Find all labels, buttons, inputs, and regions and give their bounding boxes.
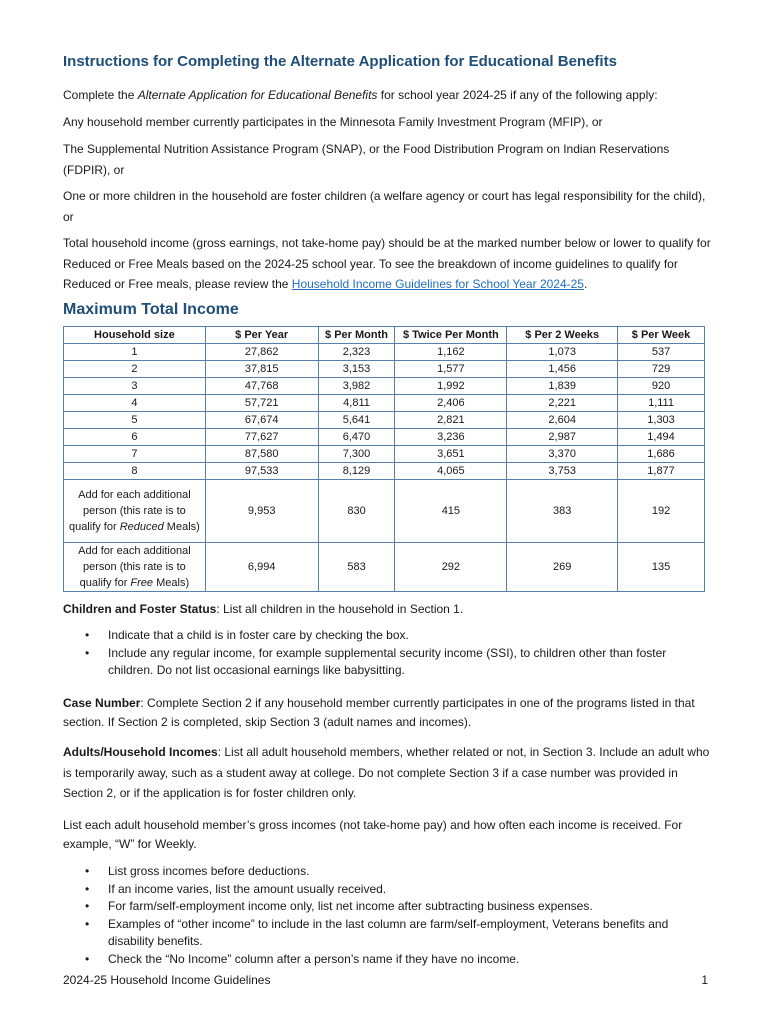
list-item: • List gross incomes before deductions. (63, 863, 713, 881)
table-cell: 6 (64, 429, 206, 446)
table-cell: 4,065 (395, 463, 507, 480)
children-text: : List all children in the household in Section 1. (216, 602, 464, 616)
page-footer (63, 973, 708, 987)
list-item: • Examples of “other income” to include in the last column are farm/self-employment, Veterans benefits and disability benefits. (63, 916, 713, 951)
income-text-end: . (583, 277, 588, 291)
footer-title: 2024-25 Household Income Guidelines (63, 973, 271, 987)
case-number-section (63, 694, 713, 732)
list-item: • For farm/self-employment income only, list net income after subtracting business expenses. (63, 898, 713, 916)
table-row (64, 344, 705, 361)
column-header: $ Per 2 Weeks (507, 327, 618, 344)
table-cell: 1,303 (618, 412, 705, 429)
table-cell: 3,651 (395, 446, 507, 463)
list-item: • Check the “No Income” column after a person’s name if they have no income. (63, 951, 713, 969)
table-cell: 1,456 (507, 361, 618, 378)
list-item: • Include any regular income, for example supplemental security income (SSI), to children other than foster children. Do not list occasional earnings like babysitting. (63, 645, 713, 680)
table-cell: 3,753 (507, 463, 618, 480)
table-cell: 5 (64, 412, 206, 429)
table-cell: 47,768 (205, 378, 318, 395)
table-cell: 87,580 (205, 446, 318, 463)
table-cell: 292 (395, 543, 507, 592)
table-cell: 6,994 (205, 543, 318, 592)
table-cell: 383 (507, 480, 618, 543)
table-cell: 135 (618, 543, 705, 592)
table-cell: 77,627 (205, 429, 318, 446)
table-row-reduced (64, 480, 705, 543)
table-cell: 3,982 (318, 378, 395, 395)
free-label (64, 543, 206, 592)
table-cell: 3,236 (395, 429, 507, 446)
case-text: : Complete Section 2 if any household member currently participates in one of the programs listed in that section. If Section 2 is completed, skip Section 3 (adult names and incomes). (63, 696, 695, 729)
adults-section (63, 742, 713, 804)
table-cell: 9,953 (205, 480, 318, 543)
label-em: Free (130, 577, 154, 589)
table-cell: 192 (618, 480, 705, 543)
table-cell: 537 (618, 344, 705, 361)
table-cell: 3,153 (318, 361, 395, 378)
table-cell: 269 (507, 543, 618, 592)
income-table (63, 326, 705, 592)
table-cell: 830 (318, 480, 395, 543)
condition-foster: One or more children in the household are foster children (a welfare agency or court has legal responsibility for the child), or (63, 189, 706, 224)
column-header: $ Per Year (205, 327, 318, 344)
adults-text: : List all adult household members, whether related or not, in Section 3. Include an adult who is temporarily away, such as a student away at college. Do not complete Section 3 if a case number was provided in Section 2, or if the application is for foster children only. (63, 745, 710, 800)
income-guidelines-link[interactable]: Household Income Guidelines for School Year 2024-25 (291, 277, 584, 291)
label-text-end: Meals) (153, 577, 190, 589)
table-cell: 27,862 (205, 344, 318, 361)
table-cell: 1,877 (618, 463, 705, 480)
table-cell: 3 (64, 378, 206, 395)
table-cell: 57,721 (205, 395, 318, 412)
table-cell: 2,221 (507, 395, 618, 412)
page-title: Instructions for Completing the Alternate Application for Educational Benefits (63, 53, 617, 70)
table-cell: 2,406 (395, 395, 507, 412)
table-cell: 7 (64, 446, 206, 463)
table-cell: 2,604 (507, 412, 618, 429)
table-cell: 8 (64, 463, 206, 480)
reduced-label (64, 480, 206, 543)
column-header: Household size (64, 327, 206, 344)
table-cell: 7,300 (318, 446, 395, 463)
column-header: $ Per Month (318, 327, 395, 344)
table-cell: 8,129 (318, 463, 395, 480)
table-header-row (64, 327, 705, 344)
condition-mfip: Any household member currently participates in the Minnesota Family Investment Program (MFIP), or (63, 115, 603, 129)
list-item: • Indicate that a child is in foster care by checking the box. (63, 627, 713, 645)
case-label: Case Number (63, 696, 141, 710)
table-cell: 583 (318, 543, 395, 592)
table-row (64, 361, 705, 378)
label-text-end: Meals) (163, 521, 200, 533)
table-row-free (64, 543, 705, 592)
condition-snap: The Supplemental Nutrition Assistance Program (SNAP), or the Food Distribution Program on Indian Reservations (FDPIR), or (63, 142, 670, 177)
intro-application-name: Alternate Application for Educational Benefits (137, 88, 378, 102)
table-row (64, 429, 705, 446)
label-em: Reduced (119, 521, 164, 533)
table-cell: 67,674 (205, 412, 318, 429)
label-text: Add for each additional person (this rate is to qualify for (78, 545, 191, 589)
column-header: $ Twice Per Month (395, 327, 507, 344)
table-cell: 1,494 (618, 429, 705, 446)
table-cell: 2,987 (507, 429, 618, 446)
adults-label: Adults/Household Incomes (63, 745, 218, 759)
intro-text-end: for school year 2024-25 if any of the following apply: (377, 88, 658, 102)
table-cell: 4,811 (318, 395, 395, 412)
table-cell: 97,533 (205, 463, 318, 480)
intro-paragraph (63, 85, 713, 106)
income-paragraph (63, 233, 713, 295)
table-cell: 1,111 (618, 395, 705, 412)
children-bullets (63, 627, 713, 680)
table-cell: 1,839 (507, 378, 618, 395)
children-section (63, 599, 713, 620)
intro-text: Complete the (63, 88, 138, 102)
table-row (64, 378, 705, 395)
table-cell: 729 (618, 361, 705, 378)
page-number: 1 (701, 973, 708, 987)
table-row (64, 446, 705, 463)
label-text: Add for each additional person (this rate is to qualify for (68, 489, 191, 533)
table-row (64, 463, 705, 480)
table-cell: 2,323 (318, 344, 395, 361)
table-row (64, 412, 705, 429)
table-cell: 920 (618, 378, 705, 395)
table-cell: 1,073 (507, 344, 618, 361)
table-row (64, 395, 705, 412)
table-cell: 5,641 (318, 412, 395, 429)
gross-income-paragraph: List each adult household member’s gross incomes (not take-home pay) and how often each income is received. For example, “W” for Weekly. (63, 818, 683, 851)
column-header: $ Per Week (618, 327, 705, 344)
table-title: Maximum Total Income (63, 301, 239, 318)
table-cell: 415 (395, 480, 507, 543)
children-label: Children and Foster Status (63, 602, 217, 616)
table-cell: 2,821 (395, 412, 507, 429)
table-cell: 1,992 (395, 378, 507, 395)
gross-income-bullets (63, 863, 713, 968)
income-text: Total household income (gross earnings, not take-home pay) should be at the marked number below or lower to qualify for Reduced or Free Meals based on the 2024-25 school year. To see the breakdown of income guidelines to qualify for Reduced or Free meals, please review the (63, 236, 711, 291)
table-cell: 1,162 (395, 344, 507, 361)
table-cell: 4 (64, 395, 206, 412)
table-cell: 37,815 (205, 361, 318, 378)
list-item: • If an income varies, list the amount usually received. (63, 881, 713, 899)
table-cell: 1,577 (395, 361, 507, 378)
table-cell: 1,686 (618, 446, 705, 463)
table-cell: 1 (64, 344, 206, 361)
table-cell: 2 (64, 361, 206, 378)
table-cell: 3,370 (507, 446, 618, 463)
table-cell: 6,470 (318, 429, 395, 446)
